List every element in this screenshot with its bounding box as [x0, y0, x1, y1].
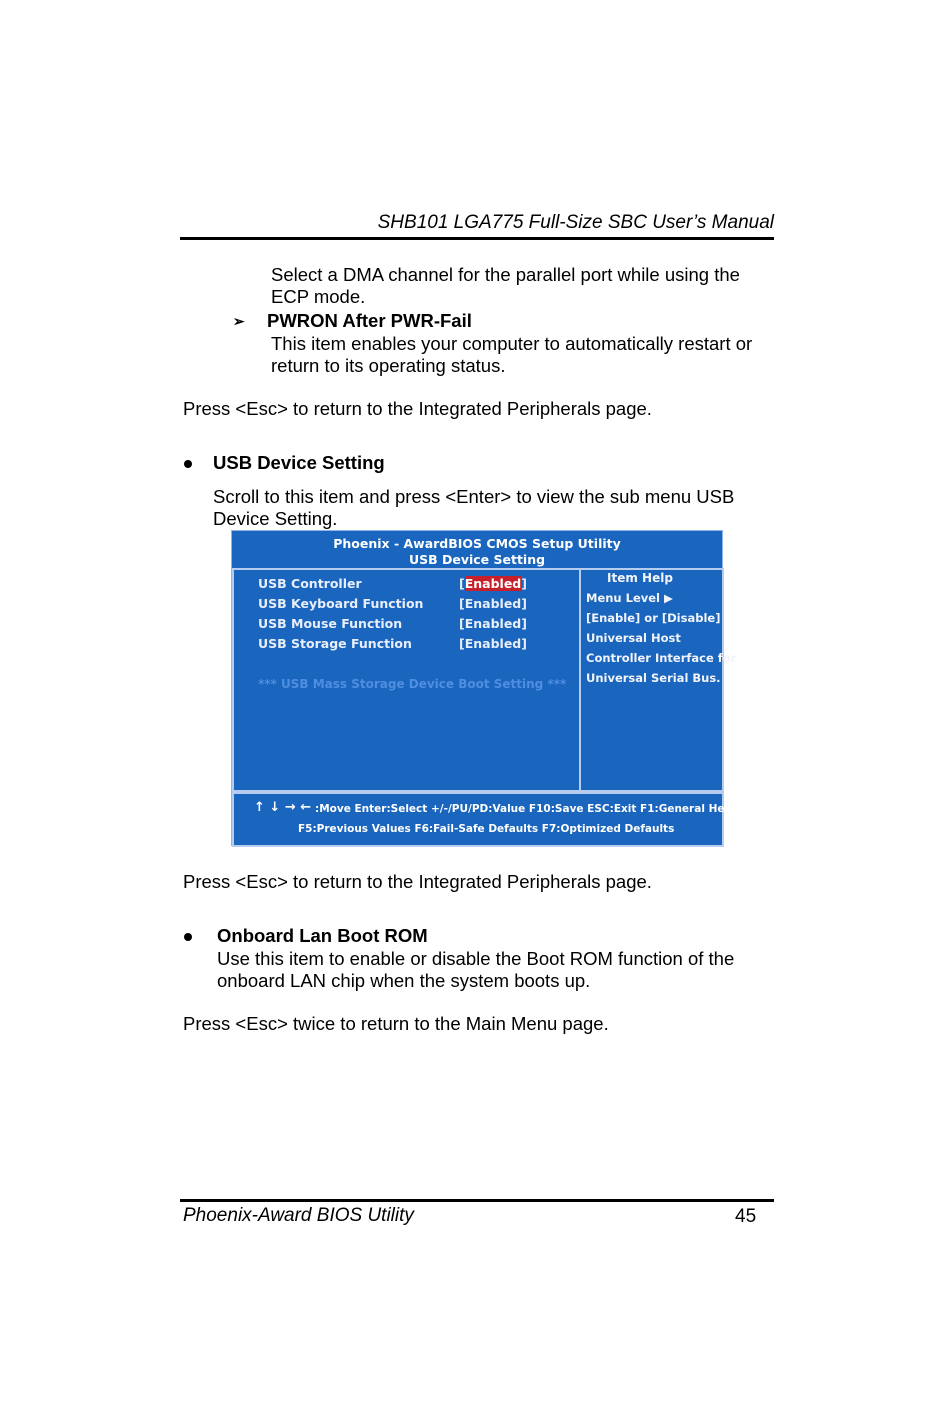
- bios-help-line: Universal Serial Bus.: [586, 671, 721, 685]
- bios-value-usb-keyboard[interactable]: [Enabled]: [459, 596, 527, 611]
- esc-note-3: Press <Esc> twice to return to the Main Menu page.: [183, 1013, 609, 1034]
- bios-help-menu-level: Menu Level ▶: [586, 591, 673, 605]
- usb-line-2: Device Setting.: [213, 508, 338, 529]
- esc-note-2: Press <Esc> to return to the Integrated Peripherals page.: [183, 871, 652, 892]
- bios-item-usb-keyboard[interactable]: USB Keyboard Function: [258, 596, 424, 611]
- dma-line-2: ECP mode.: [271, 286, 366, 307]
- usb-line-1: Scroll to this item and press <Enter> to view the sub menu USB: [213, 486, 735, 507]
- pwron-line-1: This item enables your computer to automatically restart or: [271, 333, 753, 354]
- bios-help-line: Controller Interface for: [586, 651, 737, 665]
- bullet-icon: [184, 460, 192, 468]
- bios-footer-pane: [232, 792, 736, 847]
- lan-heading: Onboard Lan Boot ROM: [217, 925, 428, 946]
- bios-screenshot: [231, 530, 737, 846]
- bios-item-usb-storage[interactable]: USB Storage Function: [258, 636, 412, 651]
- bios-footer-line-1: :Move Enter:Select +/-/PU/PD:Value F10:Save ESC:Exit F1:General Help: [315, 803, 736, 815]
- footer-title: Phoenix-Award BIOS Utility: [183, 1205, 414, 1226]
- lan-line-2: onboard LAN chip when the system boots up.: [217, 970, 591, 991]
- esc-note-1: Press <Esc> to return to the Integrated Peripherals page.: [183, 398, 652, 419]
- bios-help-line: [Enable] or [Disable]: [586, 611, 721, 625]
- bios-value-usb-mouse[interactable]: [Enabled]: [459, 616, 527, 631]
- bios-help-line: Universal Host: [586, 631, 681, 645]
- bios-help-pane: [579, 568, 737, 792]
- bios-subtitle: USB Device Setting: [408, 552, 546, 567]
- triangle-right-icon: ▶: [664, 591, 673, 605]
- bios-value-usb-storage[interactable]: [Enabled]: [459, 636, 527, 651]
- bios-item-usb-mouse[interactable]: USB Mouse Function: [258, 616, 403, 631]
- header-rule: [180, 237, 774, 240]
- page-number: 45: [735, 1206, 757, 1227]
- pwron-line-2: return to its operating status.: [271, 355, 506, 376]
- arrow-bullet-icon: ➢: [233, 313, 245, 329]
- bios-settings-pane: [232, 568, 581, 792]
- lan-line-1: Use this item to enable or disable the Boot ROM function of the: [217, 948, 735, 969]
- arrow-keys-icon: ↑ ↓ → ←: [254, 800, 312, 815]
- bios-title: Phoenix - AwardBIOS CMOS Setup Utility: [333, 536, 621, 551]
- bios-footer-line-2: F5:Previous Values F6:Fail-Safe Defaults F7:Optimized Defaults: [298, 823, 675, 835]
- usb-heading: USB Device Setting: [213, 452, 385, 473]
- bios-item-usb-controller[interactable]: USB Controller: [258, 576, 362, 591]
- dma-line-1: Select a DMA channel for the parallel port while using the: [271, 264, 740, 285]
- pwron-heading: PWRON After PWR-Fail: [267, 310, 472, 331]
- running-header: SHB101 LGA775 Full-Size SBC User’s Manual: [377, 212, 774, 233]
- bios-help-title: Item Help: [607, 571, 673, 585]
- bios-value-usb-controller[interactable]: [Enabled]: [459, 576, 527, 591]
- footer-rule: [180, 1199, 774, 1202]
- bios-boot-setting[interactable]: *** USB Mass Storage Device Boot Setting ***: [258, 677, 567, 691]
- bullet-icon: [184, 933, 192, 941]
